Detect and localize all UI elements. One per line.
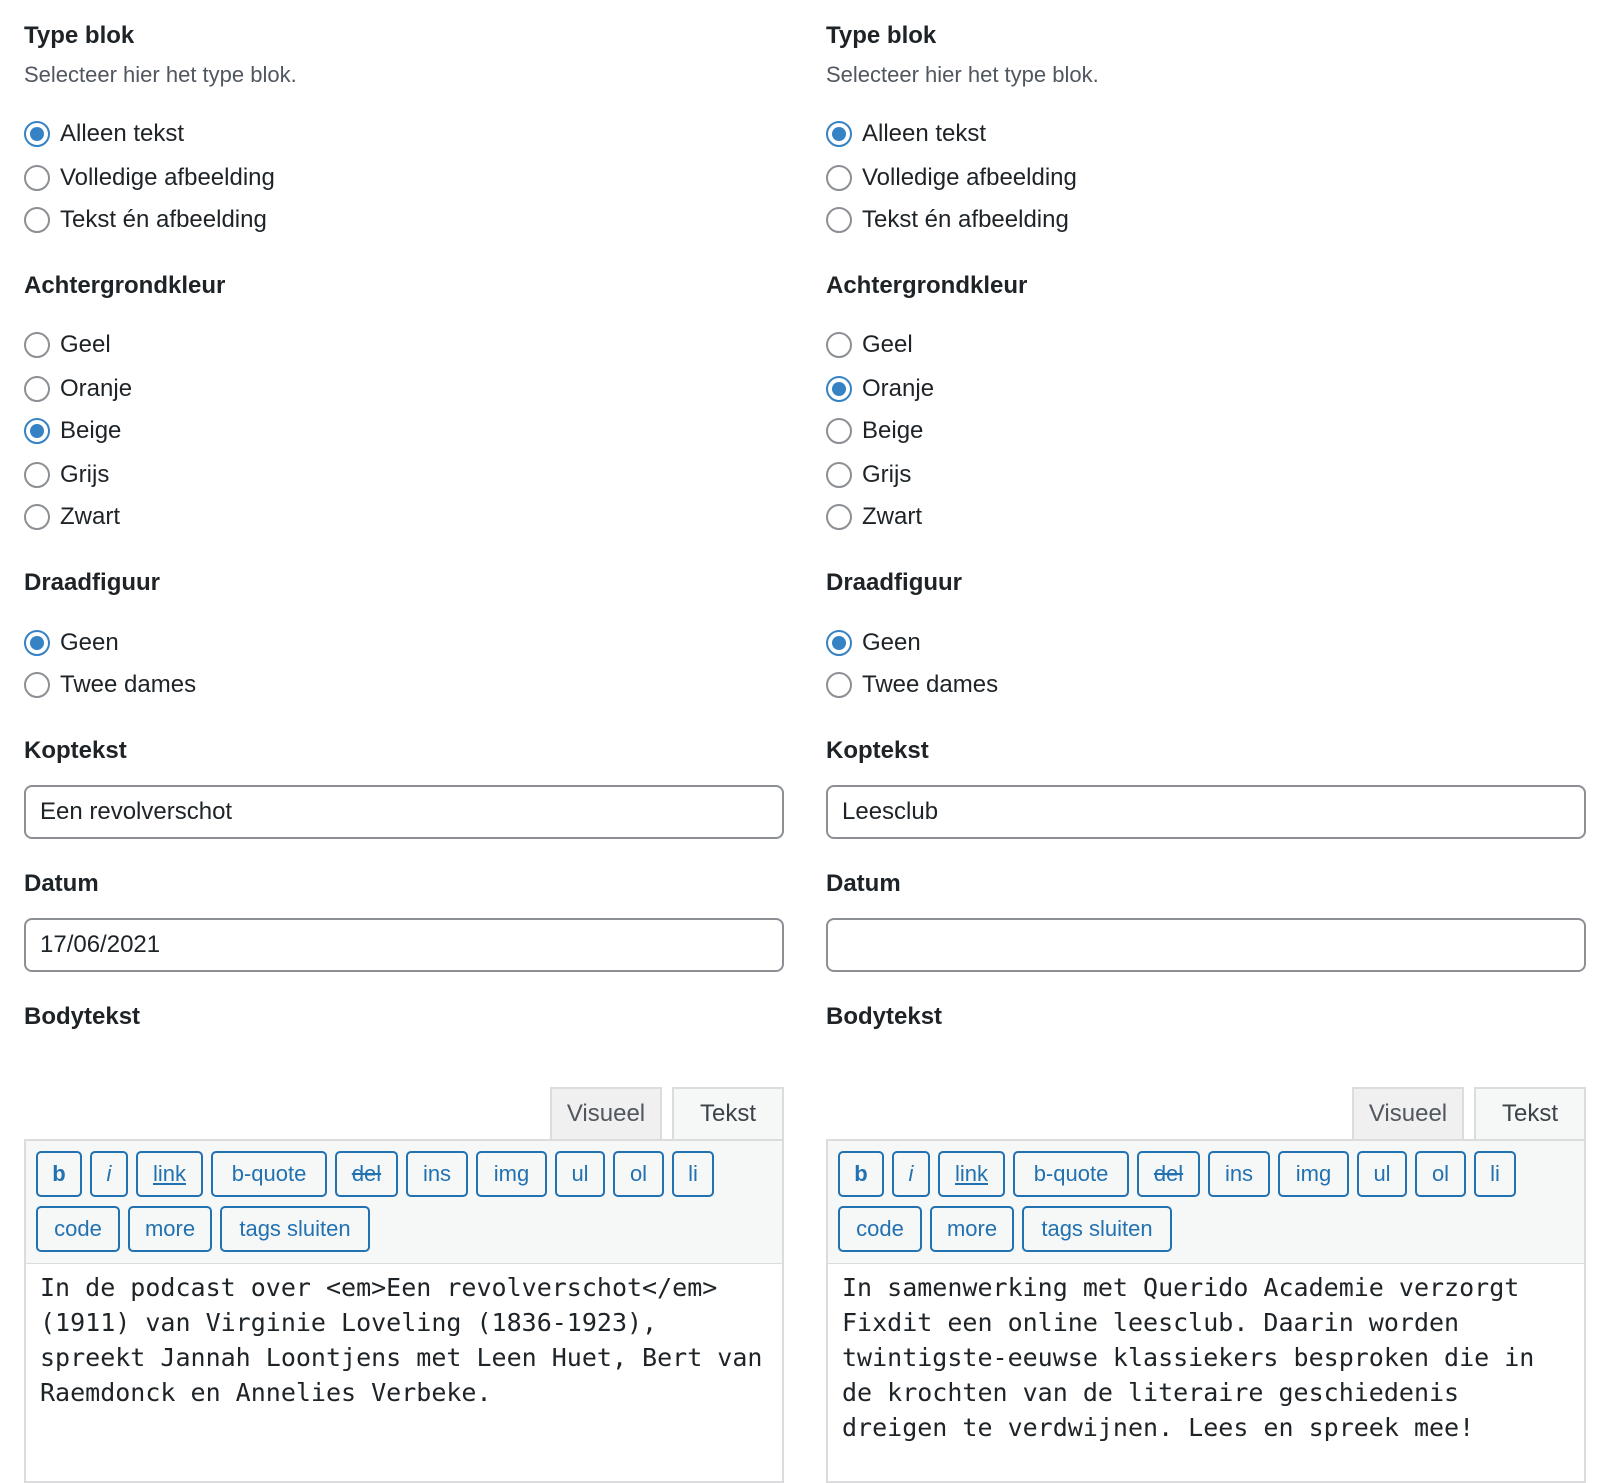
radio-button[interactable] [24, 207, 50, 233]
radio-alleen-tekst[interactable]: Alleen tekst [826, 118, 986, 150]
radio-geen[interactable]: Geen [826, 627, 921, 659]
radio-button[interactable] [24, 418, 50, 444]
date-label: Datum [826, 870, 901, 897]
radio-twee-dames[interactable]: Twee dames [826, 669, 998, 701]
radio-button[interactable] [826, 418, 852, 444]
qt-li-button[interactable]: li [672, 1151, 714, 1197]
radio-button[interactable] [24, 630, 50, 656]
type-block-description: Selecteer hier het type blok. [826, 62, 1099, 87]
radio-button[interactable] [826, 504, 852, 530]
qt-ol-button[interactable]: ol [1415, 1151, 1466, 1197]
radio-button[interactable] [826, 332, 852, 358]
background-label: Achtergrondkleur [24, 272, 226, 299]
radio-geel[interactable]: Geel [24, 329, 111, 361]
radio-geel[interactable]: Geel [826, 329, 913, 361]
radio-button[interactable] [24, 462, 50, 488]
qt-bold-button[interactable]: b [36, 1151, 82, 1197]
radio-zwart[interactable]: Zwart [826, 501, 922, 533]
radio-volledige-afbeelding[interactable]: Volledige afbeelding [24, 162, 275, 194]
radio-button[interactable] [826, 630, 852, 656]
body-text-editor[interactable]: In samenwerking met Querido Academie verzorgt Fixdit een online leesclub. Daarin worden twintigste-eeuwse klassiekers besproken die in de krochten van de literaire geschiedenis dreigen te verdwijnen. Lees en spreek mee! [826, 1263, 1586, 1483]
quicktags-toolbar [24, 1139, 784, 1263]
heading-input[interactable]: Een revolverschot [24, 785, 784, 839]
qt-more-button[interactable]: more [128, 1206, 212, 1252]
qt-li-button[interactable]: li [1474, 1151, 1516, 1197]
body-label: Bodytekst [826, 1003, 943, 1030]
radio-button[interactable] [24, 121, 50, 147]
radio-button[interactable] [24, 672, 50, 698]
quicktags-toolbar [826, 1139, 1586, 1263]
radio-button[interactable] [826, 207, 852, 233]
radio-grijs[interactable]: Grijs [24, 459, 109, 491]
date-input[interactable]: 17/06/2021 [24, 918, 784, 972]
radio-button[interactable] [24, 376, 50, 402]
wireframe-label: Draadfiguur [826, 569, 963, 596]
qt-ul-button[interactable]: ul [1357, 1151, 1407, 1197]
tab-tekst[interactable]: Tekst [672, 1087, 784, 1141]
radio-tekst-en-afbeelding[interactable]: Tekst én afbeelding [826, 204, 1069, 236]
radio-geen[interactable]: Geen [24, 627, 119, 659]
qt-ins-button[interactable]: ins [1208, 1151, 1270, 1197]
type-block-label: Type blok [826, 22, 937, 49]
tab-tekst[interactable]: Tekst [1474, 1087, 1586, 1141]
qt-italic-button[interactable]: i [90, 1151, 128, 1197]
radio-twee-dames[interactable]: Twee dames [24, 669, 196, 701]
radio-beige[interactable]: Beige [24, 415, 121, 447]
form-column-right [826, 0, 1586, 1464]
qt-bold-button[interactable]: b [838, 1151, 884, 1197]
radio-volledige-afbeelding[interactable]: Volledige afbeelding [826, 162, 1077, 194]
radio-button[interactable] [24, 332, 50, 358]
qt-ol-button[interactable]: ol [613, 1151, 664, 1197]
qt-img-button[interactable]: img [476, 1151, 547, 1197]
type-block-description: Selecteer hier het type blok. [24, 62, 297, 87]
wireframe-label: Draadfiguur [24, 569, 161, 596]
heading-label: Koptekst [24, 737, 127, 764]
qt-del-button[interactable]: del [335, 1151, 398, 1197]
radio-grijs[interactable]: Grijs [826, 459, 911, 491]
heading-label: Koptekst [826, 737, 929, 764]
qt-img-button[interactable]: img [1278, 1151, 1349, 1197]
radio-button[interactable] [24, 504, 50, 530]
body-text-editor[interactable]: In de podcast over <em>Een revolverschot</em> (1911) van Virginie Loveling (1836-1923), spreekt Jannah Loontjens met Leen Huet, Bert van Raemdonck en Annelies Verbeke. [24, 1263, 784, 1483]
tab-visueel[interactable]: Visueel [550, 1087, 662, 1139]
radio-beige[interactable]: Beige [826, 415, 923, 447]
qt-code-button[interactable]: code [838, 1206, 922, 1252]
form-column-left [24, 0, 784, 1464]
qt-bquote-button[interactable]: b-quote [211, 1151, 327, 1197]
qt-italic-button[interactable]: i [892, 1151, 930, 1197]
radio-zwart[interactable]: Zwart [24, 501, 120, 533]
qt-del-button[interactable]: del [1137, 1151, 1200, 1197]
qt-close-tags-button[interactable]: tags sluiten [1022, 1206, 1172, 1252]
radio-button[interactable] [826, 462, 852, 488]
heading-input[interactable]: Leesclub [826, 785, 1586, 839]
qt-link-button[interactable]: link [938, 1151, 1005, 1197]
qt-close-tags-button[interactable]: tags sluiten [220, 1206, 370, 1252]
radio-button[interactable] [826, 121, 852, 147]
qt-ul-button[interactable]: ul [555, 1151, 605, 1197]
qt-bquote-button[interactable]: b-quote [1013, 1151, 1129, 1197]
body-label: Bodytekst [24, 1003, 141, 1030]
radio-button[interactable] [24, 165, 50, 191]
radio-oranje[interactable]: Oranje [826, 373, 934, 405]
radio-button[interactable] [826, 672, 852, 698]
radio-oranje[interactable]: Oranje [24, 373, 132, 405]
radio-button[interactable] [826, 376, 852, 402]
qt-ins-button[interactable]: ins [406, 1151, 468, 1197]
date-label: Datum [24, 870, 99, 897]
date-input[interactable] [826, 918, 1586, 972]
qt-more-button[interactable]: more [930, 1206, 1014, 1252]
radio-tekst-en-afbeelding[interactable]: Tekst én afbeelding [24, 204, 267, 236]
type-block-label: Type blok [24, 22, 135, 49]
tab-visueel[interactable]: Visueel [1352, 1087, 1464, 1139]
qt-link-button[interactable]: link [136, 1151, 203, 1197]
radio-button[interactable] [826, 165, 852, 191]
radio-alleen-tekst[interactable]: Alleen tekst [24, 118, 184, 150]
background-label: Achtergrondkleur [826, 272, 1028, 299]
qt-code-button[interactable]: code [36, 1206, 120, 1252]
